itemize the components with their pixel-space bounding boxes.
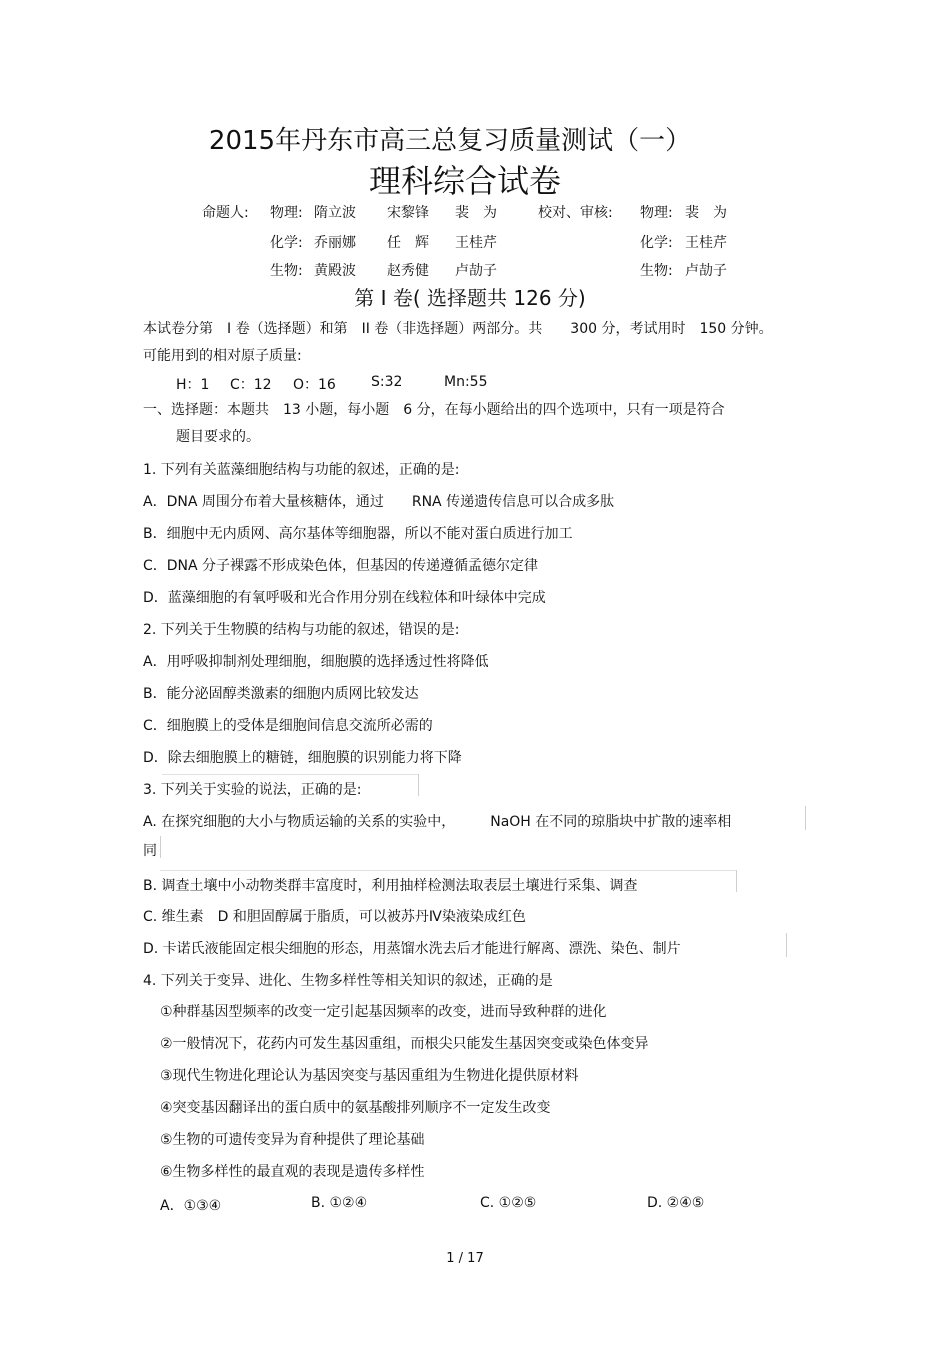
atomic-mass: O：16 [293,377,336,393]
question-option: B．能分泌固醇类激素的细胞内质网比较发达 [143,686,419,702]
question-statement: ①种群基因型频率的改变一定引起基因频率的改变，进而导致种群的进化 [160,1004,607,1020]
composer-name: 黄殿波 [314,263,356,279]
atomic-mass: Mn:55 [444,374,488,390]
composer-name: 任 辉 [387,235,429,251]
scan-line [736,870,737,892]
composer-name: 卢劼子 [455,263,497,279]
composer-name: 宋黎锋 [387,205,429,221]
question-option: C．DNA 分子裸露不形成染色体，但基因的传递遵循孟德尔定律 [143,558,539,574]
exam-subtitle: 理科综合试卷 [368,162,561,200]
question-option: 同 [143,843,157,859]
instruction-line: 题目要求的。 [176,429,260,445]
composer-name: 赵秀健 [387,263,429,279]
question-statement: ②一般情况下，花药内可发生基因重组，而根尖只能发生基因突变或染色体变异 [160,1036,649,1052]
scan-line [805,806,806,830]
reviewer-name: 裴 为 [685,205,727,221]
composer-name: 乔丽娜 [314,235,356,251]
reviewer-label: 校对、审核: [538,205,613,221]
question-stem: 4. 下列关于变异、进化、生物多样性等相关知识的叙述，正确的是 [143,973,553,989]
composer-label: 命题人: [202,205,249,221]
answer-choice: A．①③④ [160,1198,222,1214]
reviewer-name: 王桂芹 [685,235,727,251]
question-option: A．DNA 周围分布着大量核糖体，通过 RNA 传递遗传信息可以合成多肽 [143,494,615,510]
instruction-line: 一、选择题：本题共 13 小题，每小题 6 分，在每小题给出的四个选项中，只有一项是符合 [143,402,725,418]
reviewer-name: 卢劼子 [685,263,727,279]
section-title: 第 I 卷( 选择题共 126 分) [354,286,586,310]
composer-name: 隋立波 [314,205,356,221]
scan-line [160,836,161,858]
question-option: B. 调查土壤中小动物类群丰富度时，利用抽样检测法取表层土壤进行采集、调查 [143,878,638,894]
scan-line [786,933,787,957]
reviewer-biology-subject: 生物: [640,263,673,279]
question-option: A. 在探究细胞的大小与物质运输的关系的实验中， NaOH 在不同的琼脂块中扩散的速率相 [143,814,732,830]
reviewer-chemistry-subject: 化学: [640,235,673,251]
atomic-mass: C：12 [230,377,272,393]
scan-line [162,774,418,775]
atomic-mass: S:32 [371,374,403,390]
question-option: B．细胞中无内质网、高尔基体等细胞器，所以不能对蛋白质进行加工 [143,526,573,542]
intro-line: 本试卷分第 I 卷（选择题）和第 II 卷（非选择题）两部分。共 300 分，考试用时 150 分钟。 [143,321,773,337]
question-statement: ⑤生物的可遗传变异为育种提供了理论基础 [160,1132,425,1148]
question-stem: 1. 下列有关蓝藻细胞结构与功能的叙述，正确的是: [143,462,460,478]
question-statement: ⑥生物多样性的最直观的表现是遗传多样性 [160,1164,425,1180]
scan-line [160,870,736,871]
answer-choice: D. ②④⑤ [647,1195,705,1211]
intro-line: 可能用到的相对原子质量: [143,348,302,364]
question-option: D. 卡诺氏液能固定根尖细胞的形态，用蒸馏水洗去后才能进行解离、漂洗、染色、制片 [143,941,681,957]
reviewer-physics-subject: 物理: [640,205,673,221]
question-option: A．用呼吸抑制剂处理细胞，细胞膜的选择透过性将降低 [143,654,489,670]
composer-chemistry-subject: 化学: [270,235,303,251]
answer-choice: C. ①②⑤ [480,1195,537,1211]
composer-name: 王桂芹 [455,235,497,251]
question-option: D．蓝藻细胞的有氧呼吸和光合作用分别在线粒体和叶绿体中完成 [143,590,546,606]
question-statement: ③现代生物进化理论认为基因突变与基因重组为生物进化提供原材料 [160,1068,579,1084]
question-option: C. 维生素 D 和胆固醇属于脂质，可以被苏丹Ⅳ染液染成红色 [143,909,526,925]
question-option: D．除去细胞膜上的糖链，细胞膜的识别能力将下降 [143,750,462,766]
question-stem: 3. 下列关于实验的说法，正确的是: [143,782,362,798]
scan-line [418,774,419,796]
answer-choice: B. ①②④ [311,1195,368,1211]
question-option: C．细胞膜上的受体是细胞间信息交流所必需的 [143,718,433,734]
page-number: 1 / 17 [446,1251,484,1266]
composer-biology-subject: 生物: [270,263,303,279]
exam-title: 2015年丹东市高三总复习质量测试（一） [208,126,692,156]
question-statement: ④突变基因翻译出的蛋白质中的氨基酸排列顺序不一定发生改变 [160,1100,551,1116]
atomic-mass: H：1 [176,377,210,393]
composer-name: 裴 为 [455,205,497,221]
composer-physics-subject: 物理: [270,205,303,221]
question-stem: 2. 下列关于生物膜的结构与功能的叙述，错误的是: [143,622,460,638]
